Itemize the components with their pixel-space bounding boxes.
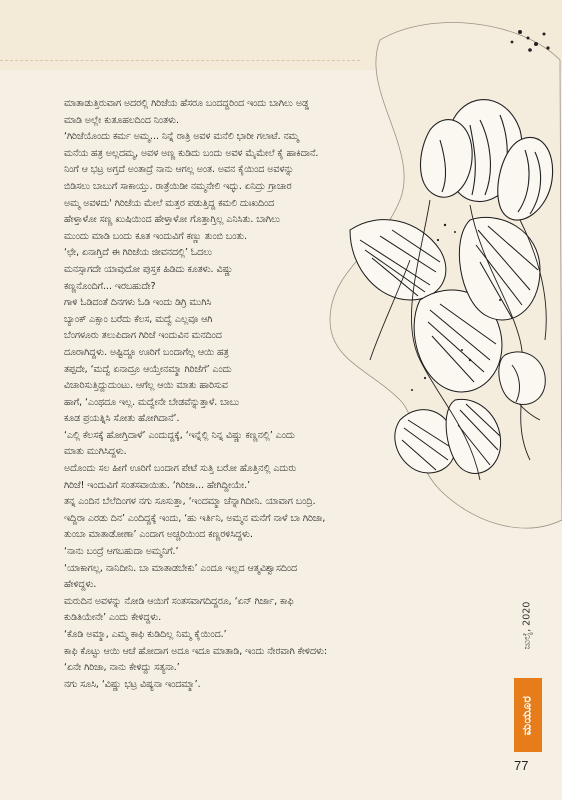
paragraph xyxy=(64,644,484,677)
text-line: ‘ಯಾಕಾಗಲ್ಲ, ನಾನಿದೀನಿ. ಬಾ ಮಾತಾಡಬೇಕು’ ಎಂದೂ ಇಲ್ಲದ ಆತ್ಮವಿಶ್ವಾಸದಿಂದ xyxy=(64,562,297,574)
text-line: ತಪ್ಪದೇ, ‘ಮದ್ವೆ ಏನಾದ್ರೂ ಆಯ್ತೇನಮ್ಮಾ ಗಿರಿಜೆಗೆ’ ಎಂದು xyxy=(64,363,232,375)
text-line: ಮಾಡಿ ಅಲ್ಲೇ ಕುತೂಹಲದಿಂದ ನಿಂತಳು. xyxy=(64,114,179,126)
magazine-brand: ಮಯೂರ xyxy=(519,695,534,736)
text-line: ಬಿಡಿಸಲು ಬಾಬುಗೆ ಸಾಕಾಯ್ತು. ರಾತ್ರೆಯಿಡೀ ನಮ್ಮನೇಲಿ ಇದ್ಳು. ಏನಿದ್ರು ಗ್ರಾಚಾರ xyxy=(64,180,292,192)
article-body xyxy=(64,96,484,693)
text-line: ಮುಂದು ಮಾಡಿ ಬಂದು ಕೂತ ಇಂದುವಿಗೆ ಕಣ್ಣು ತುಂಬಿ ಬಂತು. xyxy=(64,230,248,242)
text-line: ಗಾಳಿ ಓಡಿದಂತೆ ದಿನಗಳು ಓಡಿ ಇಂದು ಡಿಗ್ರಿ ಮುಗಿಸಿ xyxy=(64,297,212,309)
text-line: ‘ಕೊಡಿ ಅಮ್ಮಾ, ಎಮ್ಮ ಕಾಫಿ ಕುಡಿದಿಲ್ಲ ನಿಮ್ಮ ಕೈಯಿಂದ.’ xyxy=(64,629,227,640)
paragraph xyxy=(64,677,484,694)
text-line: ನಗು ಸೂಸಿ, ‘ವಿಷ್ಣು ಭಟ್ರ ವಿಷ್ಯನಾ ಇಂದಮ್ಮಾ’. xyxy=(64,678,201,690)
text-line: ಮರುದಿನ ಅವಳನ್ನು ನೋಡಿ ಆಯಿಗೆ ಸಂತಸವಾಗದಿದ್ದರೂ, ‘ಏನ್ ಗಿರ್ಜಾ, ಕಾಫಿ xyxy=(64,595,294,607)
paragraph xyxy=(64,129,484,245)
page-number: 77 xyxy=(514,758,529,773)
paragraph xyxy=(64,295,484,428)
text-line: ಮನಸ್ಸಾಗದೇ ಯಾವುದೋ ಪುಸ್ತಕ ಹಿಡಿದು ಕೂತಳು. ವಿಷ್ಣು xyxy=(64,263,234,275)
paragraph xyxy=(64,627,484,644)
text-line: ಕುಡಿತಿಯೇನೇ’ ಎಂದು ಕೇಳಿದ್ದಳು. xyxy=(64,612,162,624)
issue-date: ಜುಲೈ, 2020 xyxy=(521,601,533,650)
text-line: ‘ನಾನು ಬಂದ್ರೆ ಆಗಬಹುದಾ ಅಮ್ಮನಿಗೆ.’ xyxy=(64,546,179,558)
paragraph xyxy=(64,561,484,594)
text-line: ಕಾಫಿ ಕೊಟ್ಟು ಆಯಿ ಆಚೆ ಹೋದಾಗ ಅದೂ ಇದೂ ಮಾತಾಡಿ, ಇಂದು ನೇರವಾಗಿ ಕೇಳಿದಳು: xyxy=(64,645,328,657)
paragraph xyxy=(64,594,484,627)
paragraph xyxy=(64,428,484,461)
text-line: ಬ್ಯಾಂಕ್ ಎಕ್ಸಾಂ ಬರೆದು ಕೆಲಸ, ಮದ್ವೆ ಎಲ್ಲವೂ ಆಗಿ xyxy=(64,313,213,325)
text-line: ‘ಛೇ, ಏನಾಗ್ತಿದೆ ಈ ಗಿರಿಜೆಯ ಜೀವನದಲ್ಲಿ’ ಓದಲು xyxy=(64,247,213,259)
text-line: ಹಾಗೆ, ‘ಎಂಥದೂ ಇಲ್ಲ. ಮದ್ವೇನೇ ಬೇಡವೆನ್ನುತ್ತಾಳೆ. ಬಾಬು xyxy=(64,396,240,408)
text-line: ಗಿರಿಜೆ! ಇಂದುವಿಗೆ ಸಂತಸವಾಯಿತು. ‘ಗಿರಿಜಾ... ಹೇಗಿದ್ದೀಯೇ.’ xyxy=(64,479,251,491)
text-line: ಕೂಡ ಪ್ರಯತ್ನಿಸಿ ಸೋತು ಹೋಗಿದಾನೆ’. xyxy=(64,413,180,425)
text-line: ಮಾತು ಮುಗಿಸಿದ್ದಳು. xyxy=(64,446,127,458)
text-line: ಅಮ್ಮ ಅವಳದು' ಗಿರಿಜೆಯ ಮೇಲೆ ಮತ್ತರ ಪಡುತ್ತಿದ್ದ ಕಮಲಿ ದುಃಖದಿಂದ xyxy=(64,197,275,209)
paragraph xyxy=(64,245,484,295)
text-line: ದೂರಾಗಿದ್ದಳು. ಅಷ್ಟಿದ್ದೂ ಊರಿಗೆ ಬಂದಾಗೆಲ್ಲ ಆಯಿ ಹತ್ರ xyxy=(64,346,229,358)
paragraph xyxy=(64,544,484,561)
text-line: ‘ಗಿರಿಜೆಯೊಂದು ಕರ್ಮ ಅಮ್ಮ... ನಿನ್ನೆ ರಾತ್ರಿ ಅವಳ ಮನೆಲಿ ಭಾರೀ ಗಲಾಟೆ. ನಮ್ಮ xyxy=(64,131,299,143)
paragraph xyxy=(64,461,484,494)
text-line: ಬೆಂಗಳೂರು ತಲುಪಿದಾಗ ಗಿರಿಜೆ ಇಂದುವಿನ ಮನದಿಂದ xyxy=(64,330,222,342)
text-line: ನಿಂಗೆ ಆ ಭಟ್ರ ಅಗ್ತದೆ ಅಂತಾದ್ರೆ ನಾನು ಆಗಲ್ಲ ಅಂತ. ಅವನ ಕೈಯಿಂದ ಅವಳನ್ನು xyxy=(64,164,294,176)
text-line: ಅದೊಂದು ಸಲ ಹೀಗೆ ಊರಿಗೆ ಬಂದಾಗ ಪೇಟೆ ಸುತ್ತಿ ಬರೋ ಹೊತ್ತಿನಲ್ಲಿ ಎದುರು xyxy=(64,463,297,475)
text-line: ‘ಏನೇ ಗಿರಿಜಾ, ನಾನು ಕೇಳಿದ್ದು ಸತ್ಯನಾ.’ xyxy=(64,662,180,674)
magazine-brand-strip xyxy=(514,678,542,752)
text-line: ಹೇಳಿದ್ದಳು. xyxy=(64,579,97,591)
text-line: ಇದ್ದಿರಾ ಎರಡು ದಿನ’ ಎಂದಿದ್ದಕ್ಕೆ ಇಂದು, ‘ಹು ಇರ್ತಿನಿ, ಅಮ್ಮನ ಮನೆಗೆ ನಾಳೆ ಬಾ ಗಿರಿಜಾ, xyxy=(64,512,326,524)
text-line: ತುಂಬಾ ಮಾತಾಡೋಣಾ’ ಎಂದಾಗ ಅಚ್ಚರಿಯಿಂದ ಕಣ್ಣರಳಿಸಿದ್ದಳು. xyxy=(64,529,253,541)
text-line: ತನ್ನ ಎಂದಿನ ಬೆಲೆದಿಂಗಳ ನಗು ಸೂಸುತ್ತಾ, ‘ಇಂದಮ್ಮಾ ಚೆನ್ನಾಗಿದೀನಿ. ಯಾವಾಗ ಬಂದ್ರಿ. xyxy=(64,496,316,508)
paragraph xyxy=(64,494,484,544)
text-line: ‘ಎಲ್ಲಿ ಕೆಲಸಕ್ಕೆ ಹೋಗ್ತಿದಾಳೆ’ ಎಂದುದ್ದಕ್ಕೆ, ‘ಇನ್ನೆಲ್ಲಿ ನಿನ್ನ ವಿಷ್ಣು ಕಣ್ಣನಲ್ಲಿ’ ಎಂದು xyxy=(64,429,295,441)
text-line: ಮನೆಯ ಹತ್ರ ಅಲ್ಲದಮ್ಮ, ಅವಳ ಅಣ್ಣ ಕುಡಿದು ಬಂದು ಅವಳ ಮೈಮೇಲೆ ಕೈ ಹಾಕಿದಾನೆ. xyxy=(64,147,319,159)
text-line: ಮಾತಾಡುತ್ತಿರುವಾಗ ಅದರಲ್ಲಿ ಗಿರಿಜೆಯ ಹೆಸರೂ ಬಂದದ್ದರಿಂದ ಇಂದು ಬಾಗಿಲು ಅಡ್ಡ xyxy=(64,98,309,109)
text-line: ಕಣ್ಣನೊಂದಿಗೆ... ಇರಬಹುದೇ? xyxy=(64,280,156,292)
text-line: ವಿಚಾರಿಸುತ್ತಿದ್ದುದುಂಟು. ಆಗೆಲ್ಲ ಆಯಿ ಮಾತು ಹಾರಿಸುವ xyxy=(64,380,228,392)
text-line: ಹೇಳ್ತಾಳೋ ಸಣ್ಣ ಖುಷಿಯಿಂದ ಹೇಳ್ತಾಳೋ ಗೊತ್ತಾಗ್ತಿಲ್ಲ ಎನಿಸಿತು. ಬಾಗಿಲು xyxy=(64,214,280,226)
paragraph xyxy=(64,96,484,129)
